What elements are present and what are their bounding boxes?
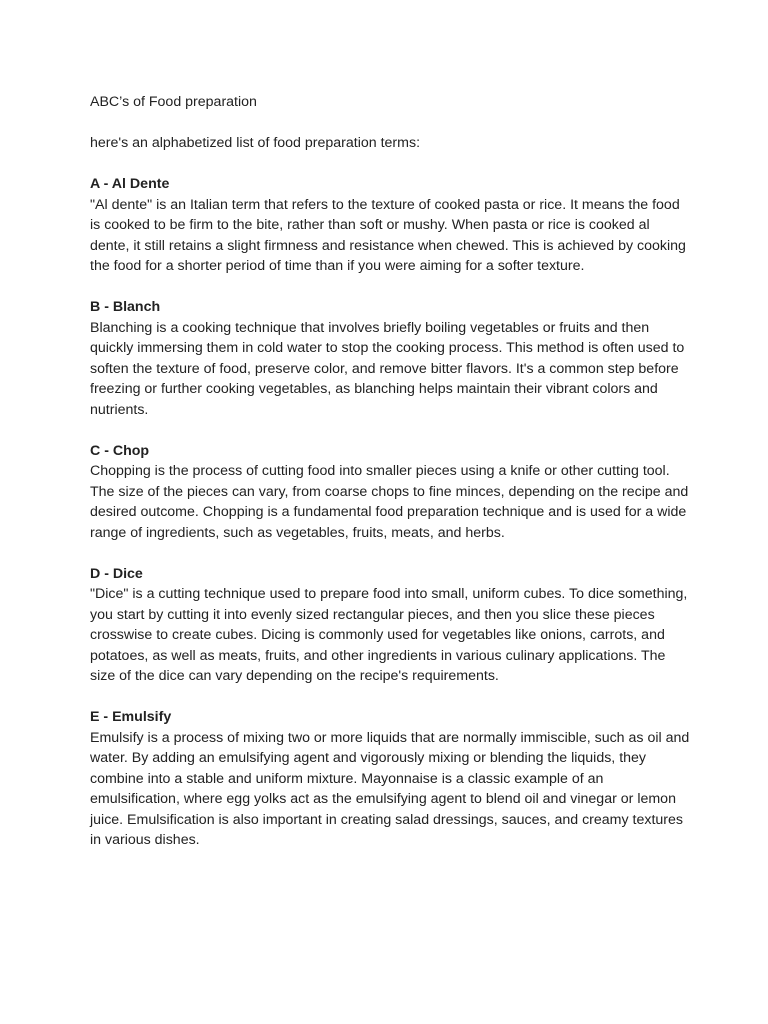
document-page	[90, 92, 690, 871]
entry-heading: D - Dice	[90, 565, 143, 582]
entry-heading: E - Emulsify	[90, 709, 172, 725]
entry-definition: "Al dente" is an Italian term that refers to the texture of cooked pasta or rice. It means the food is cooked to be firm to the bite, rather than soft or mushy. When pasta or rice is cooked al dente, it still retains a slight firmness and resistance when chewed. This is achieved by cooking the food for a shorter period of time than if you were aiming for a softer texture.	[90, 196, 686, 274]
document-title: ABC’s of Food preparation	[90, 94, 257, 110]
entry-blanch	[90, 297, 690, 420]
entry-chop	[90, 441, 690, 544]
entry-heading: A - Al Dente	[90, 176, 170, 192]
entry-heading: C - Chop	[90, 442, 150, 459]
entry-definition: Chopping is the process of cutting food into smaller pieces using a knife or other cutting tool. The size of the pieces can vary, from coarse chops to fine minces, depending on the recipe and desired outcome. Chopping is a fundamental food preparation technique and is used for a wide range of ingredients, such as vegetables, fruits, meats, and herbs.	[90, 463, 689, 541]
entry-definition: "Dice" is a cutting technique used to prepare food into small, uniform cubes. To dice something, you start by cutting it into evenly sized rectangular pieces, and then you slice these pieces crosswise to create cubes. Dicing is commonly used for vegetables like onions, carrots, and potatoes, as well as meats, fruits, and other ingredients in various culinary applications. The size of the dice can vary depending on the recipe's requirements.	[90, 586, 688, 684]
entry-dice	[90, 564, 690, 687]
entry-heading: B - Blanch	[90, 299, 161, 315]
entry-al-dente	[90, 174, 690, 277]
entry-emulsify	[90, 707, 690, 851]
entry-definition: Emulsify is a process of mixing two or more liquids that are normally immiscible, such as oil and water. By adding an emulsifying agent and vigorously mixing or blending the liquids, they combine into a stable and uniform mixture. Mayonnaise is a classic example of an emulsification, where egg yolks act as the emulsifying agent to blend oil and vinegar or lemon juice. Emulsification is also important in creating salad dressings, sauces, and creamy textures in various dishes.	[90, 729, 690, 848]
document-intro: here's an alphabetized list of food preparation terms:	[90, 135, 421, 151]
entry-definition: Blanching is a cooking technique that involves briefly boiling vegetables or fruits and then quickly immersing them in cold water to stop the cooking process. This method is often used to soften the texture of food, preserve color, and remove bitter flavors. It's a common step before freezing or further cooking vegetables, as blanching helps maintain their vibrant colors and nutrients.	[90, 319, 685, 418]
